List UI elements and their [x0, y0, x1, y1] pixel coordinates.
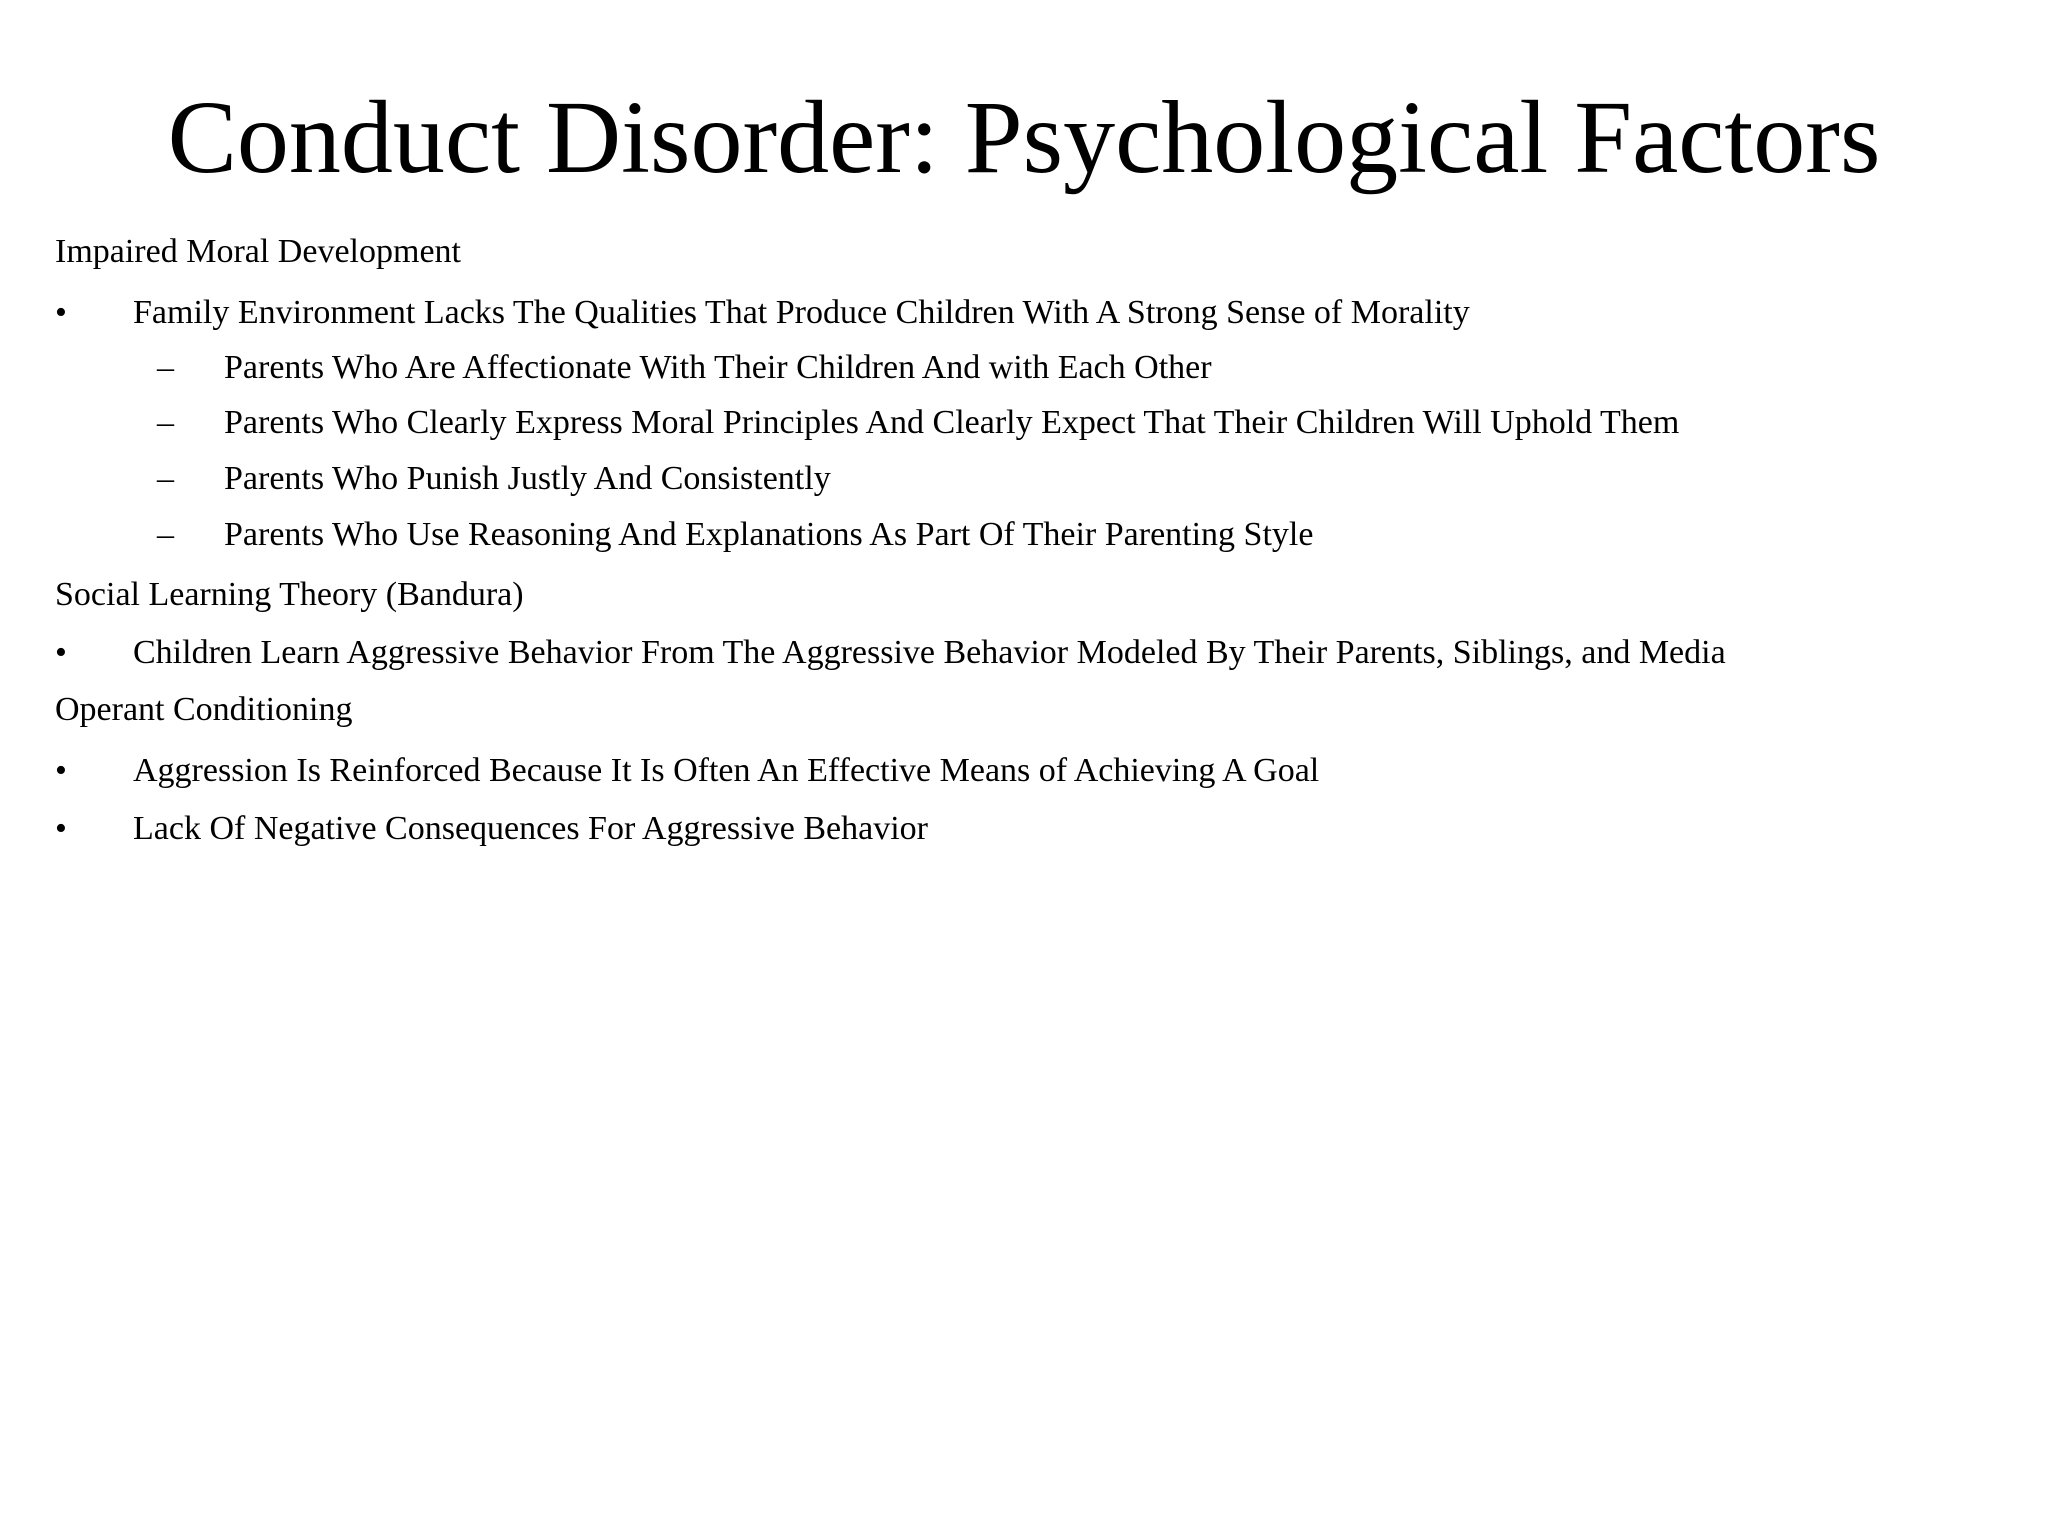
bullet-marker: •: [55, 634, 67, 671]
bullet-marker: •: [55, 810, 67, 847]
dash-marker: –: [157, 460, 174, 497]
slide-title: Conduct Disorder: Psychological Factors: [167, 80, 1881, 195]
section-heading-moral-development: Impaired Moral Development: [55, 233, 461, 270]
bullet-lack-negative-consequences: Lack Of Negative Consequences For Aggressive Behavior: [133, 810, 928, 847]
subitem-affectionate-parents: Parents Who Are Affectionate With Their Children And with Each Other: [224, 349, 1212, 386]
dash-marker: –: [157, 349, 174, 386]
subitem-moral-principles: Parents Who Clearly Express Moral Principles And Clearly Expect That Their Children Will Uphold Them: [224, 404, 1680, 441]
section-heading-operant-conditioning: Operant Conditioning: [55, 691, 353, 728]
subitem-reasoning-explanations: Parents Who Use Reasoning And Explanations As Part Of Their Parenting Style: [224, 516, 1314, 553]
dash-marker: –: [157, 404, 174, 441]
bullet-marker: •: [55, 294, 67, 331]
bullet-marker: •: [55, 752, 67, 789]
bullet-learn-aggressive-behavior: Children Learn Aggressive Behavior From The Aggressive Behavior Modeled By Their Parents, Siblings, and Media: [133, 634, 1726, 671]
bullet-family-environment: Family Environment Lacks The Qualities That Produce Children With A Strong Sense of Morality: [133, 294, 1470, 331]
bullet-aggression-reinforced: Aggression Is Reinforced Because It Is Often An Effective Means of Achieving A Goal: [133, 752, 1320, 789]
subitem-punish-justly: Parents Who Punish Justly And Consistently: [224, 460, 831, 497]
dash-marker: –: [157, 516, 174, 553]
section-heading-social-learning: Social Learning Theory (Bandura): [55, 576, 524, 613]
